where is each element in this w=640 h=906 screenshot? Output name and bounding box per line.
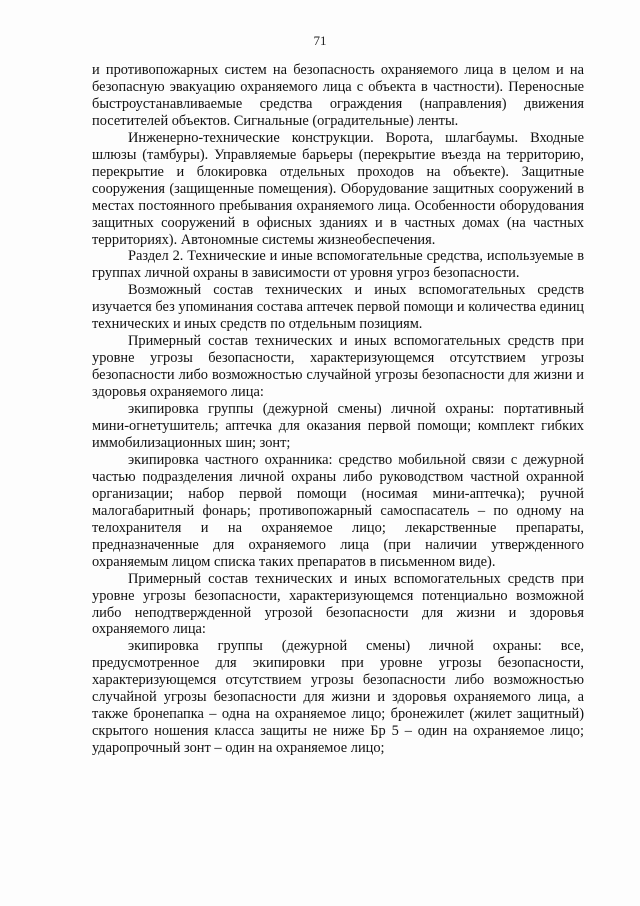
paragraph: и противопожарных систем на безопасность охраняемого лица в целом и на безопасную эвакуацию охраняемого лица с объекта в частности). Переносные быстроустанавливаемые средства ограждения (направления) движения посетителей объектов. Сигнальные (оградительные) ленты.	[92, 62, 584, 129]
paragraph: Возможный состав технических и иных вспомогательных средств изучается без упоминания состава аптечек первой помощи и количества единиц технических и иных средств по отдельным позициям.	[92, 282, 584, 333]
paragraph: Примерный состав технических и иных вспомогательных средств при уровне угрозы безопасности, характеризующемся отсутствием угрозы безопасности либо возможностью случайной угрозы безопасности для жизни и здоровья охраняемого лица:	[92, 333, 584, 401]
paragraph: Раздел 2. Технические и иные вспомогательные средства, используемые в группах личной охраны в зависимости от уровня угроз безопасности.	[92, 248, 584, 282]
paragraph: экипировка частного охранника: средство мобильной связи с дежурной частью подразделения личной охраны либо руководством частной охранной организации; набор первой помощи (носимая мини-аптечка); ручной малогабаритный фонарь; противопожарный самоспасатель – по одному на телохранителя и на охраняемое лицо; лекарственные препараты, предназначенные для охраняемого лица (при наличии утвержденного охраняемым лицом списка таких препаратов в письменном виде).	[92, 451, 584, 570]
paragraph: Инженерно-технические конструкции. Ворота, шлагбаумы. Входные шлюзы (тамбуры). Управляемые барьеры (перекрытие въезда на территорию, перекрытие и блокировка отдельных проходов на объекте). Защитные сооружения (защищенные помещения). Оборудование защитных сооружений в местах постоянного пребывания охраняемого лица. Особенности оборудования защитных сооружений в офисных зданиях и в частных домах (на частных территориях). Автономные системы жизнеобеспечения.	[92, 129, 584, 248]
paragraph: Примерный состав технических и иных вспомогательных средств при уровне угрозы безопасности, характеризующемся потенциально возможной либо неподтвержденной угрозой безопасности для жизни и здоровья охраняемого лица:	[92, 570, 584, 638]
paragraph: экипировка группы (дежурной смены) личной охраны: все, предусмотренное для экипировки при уровне угрозы безопасности, характеризующемся отсутствием угрозы безопасности либо возможностью случайной угрозы безопасности для жизни и здоровья охраняемого лица, а также бронепапка – одна на охраняемое лицо; бронежилет (жилет защитный) скрытого ношения класса защиты не ниже Бр 5 – один на охраняемое лицо; ударопрочный зонт – один на охраняемое лицо;	[92, 638, 584, 757]
document-body	[92, 62, 584, 757]
page-number: 71	[313, 33, 327, 48]
paragraph: экипировка группы (дежурной смены) личной охраны: портативный мини-огнетушитель; аптечка для оказания первой помощи; комплект гибких иммобилизационных шин; зонт;	[92, 401, 584, 451]
